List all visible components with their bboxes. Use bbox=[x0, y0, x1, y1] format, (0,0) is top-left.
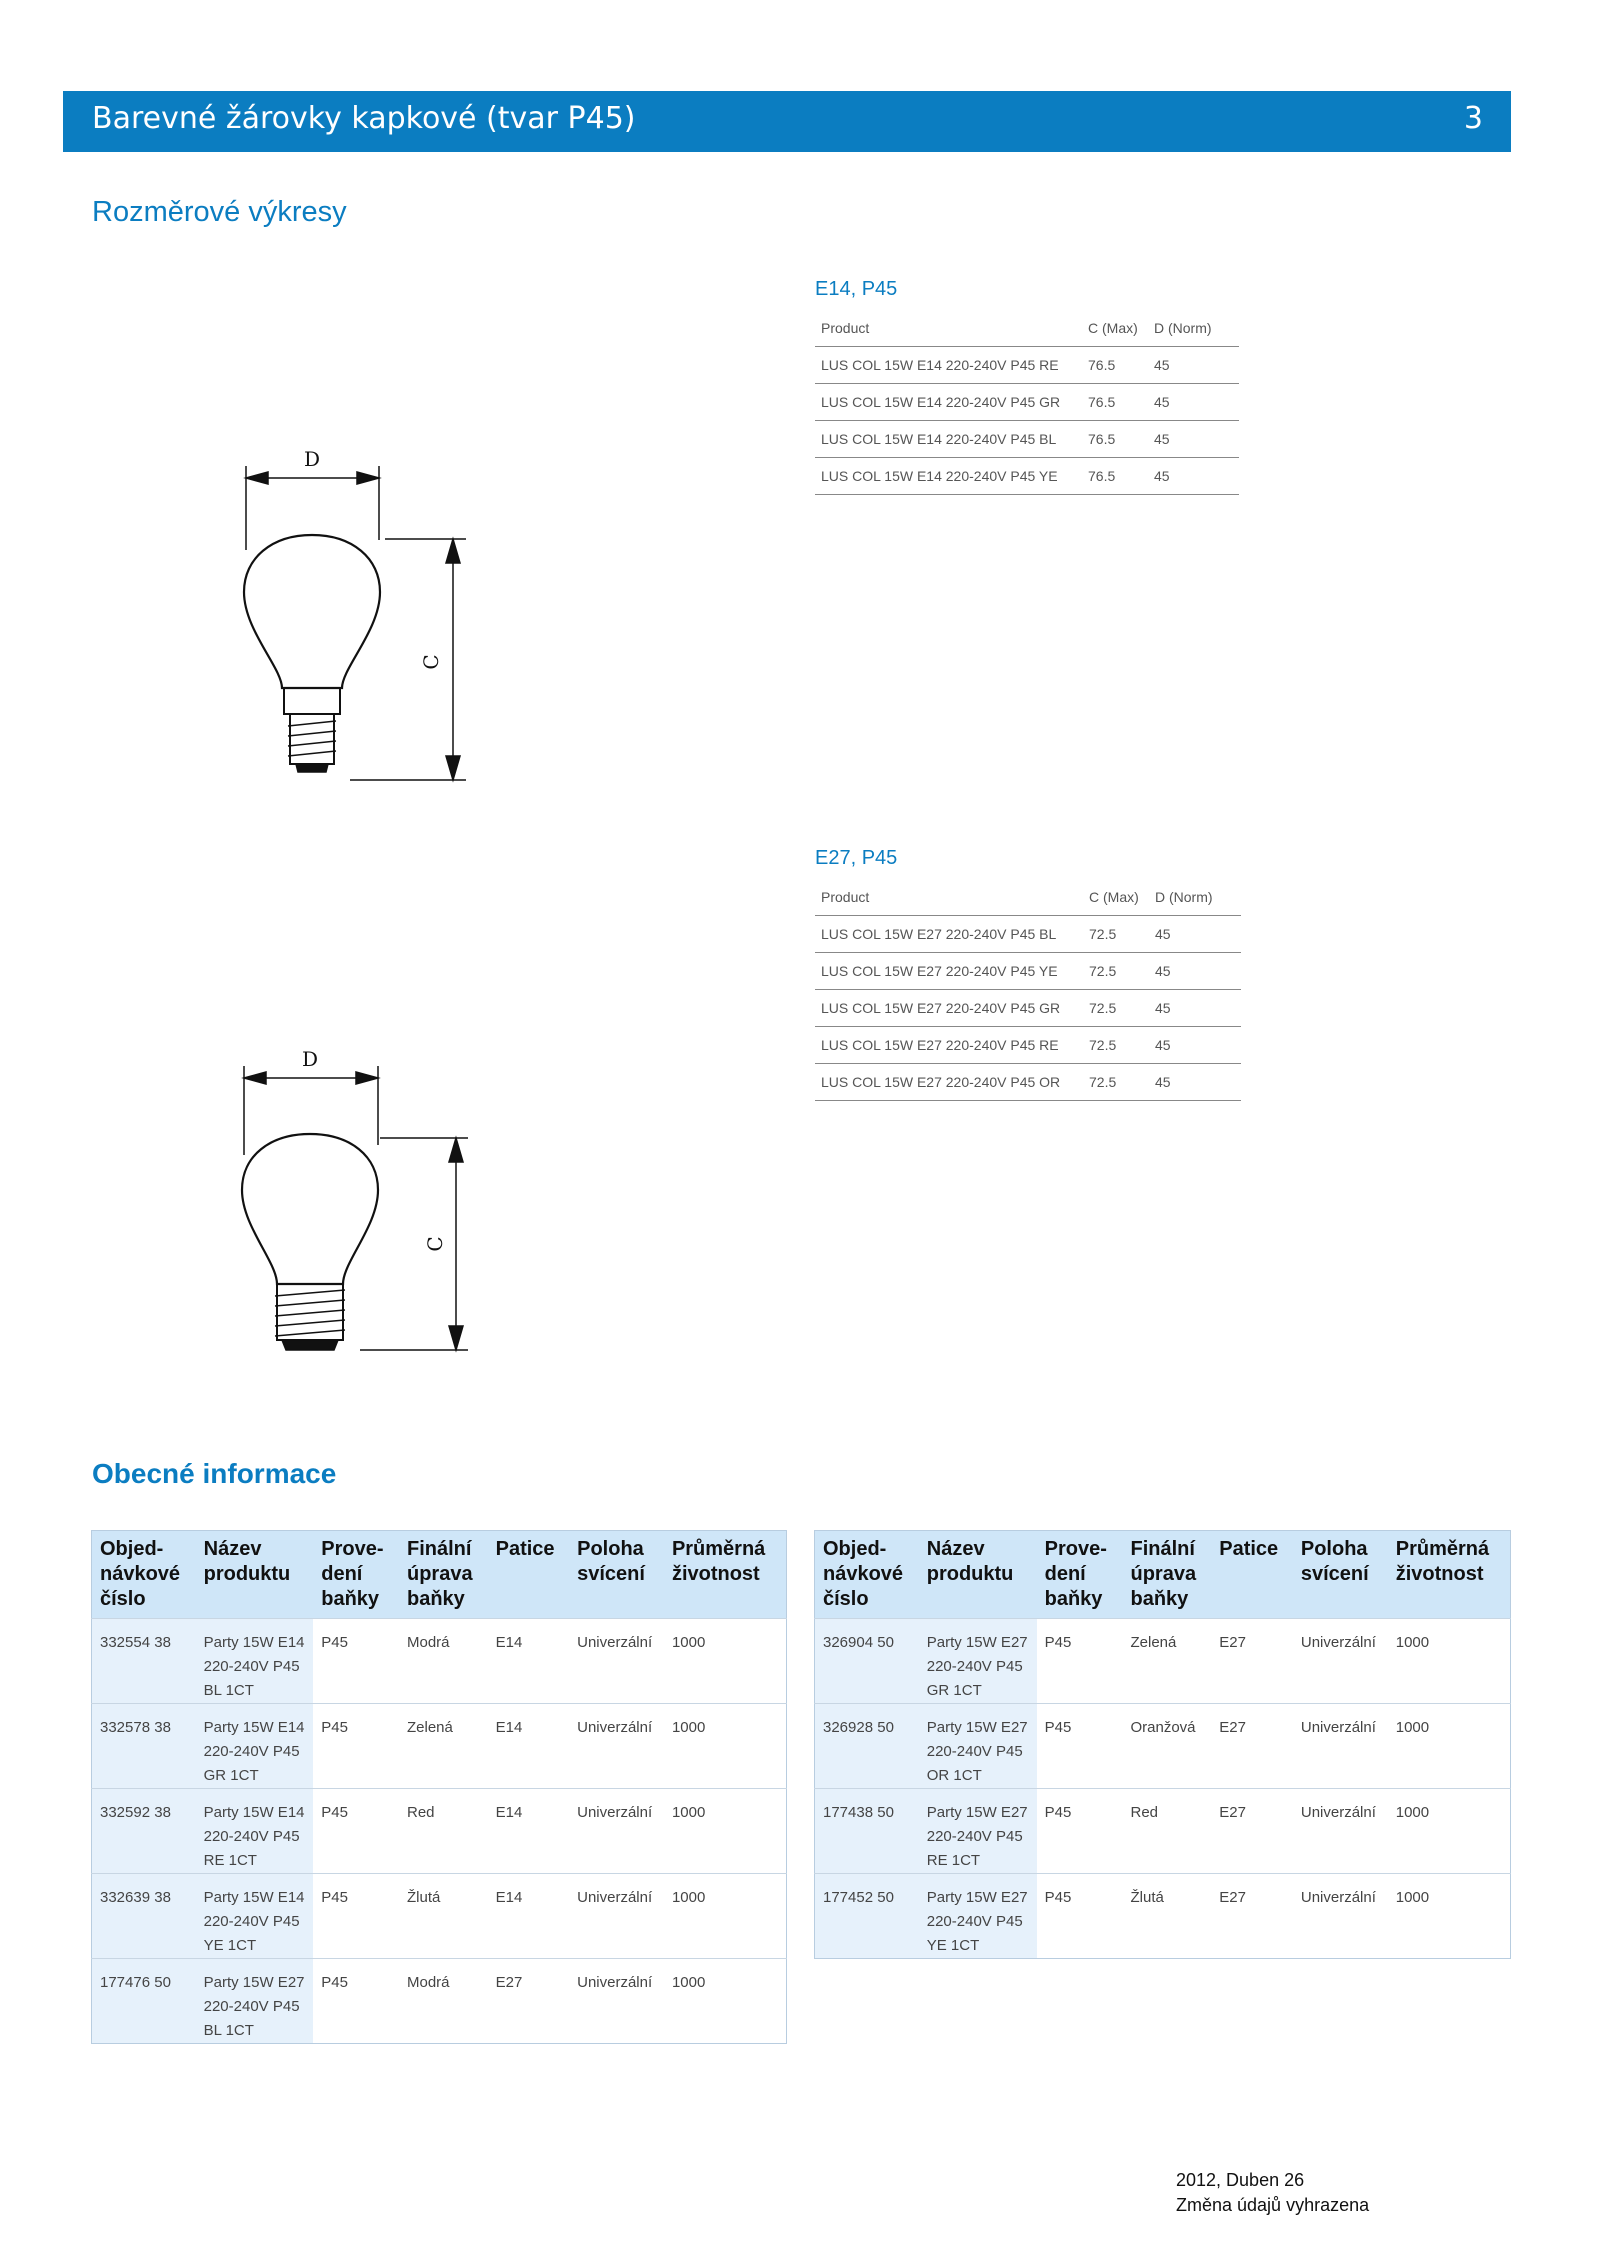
table-row bbox=[92, 1619, 787, 1704]
column-header-line: Objed- bbox=[100, 1538, 164, 1560]
column-header: Product bbox=[815, 879, 1083, 916]
info-section-title: Obecné informace bbox=[92, 1458, 337, 1489]
column-header-line: Průměrná bbox=[1395, 1538, 1490, 1560]
product-name-cell bbox=[919, 1704, 1037, 1789]
footer-date: 2012, Duben 26 bbox=[1176, 2170, 1305, 2190]
c-max-cell: 76.5 bbox=[1082, 347, 1148, 384]
product-name-line: RE 1CT bbox=[203, 1852, 257, 1869]
c-max-cell: 72.5 bbox=[1083, 916, 1149, 953]
bulb-type-cell: P45 bbox=[313, 1874, 399, 1959]
product-name-cell bbox=[196, 1704, 314, 1789]
order-number-cell: 332578 38 bbox=[92, 1704, 196, 1789]
base-cell: E14 bbox=[488, 1789, 570, 1874]
product-name-line: GR 1CT bbox=[926, 1682, 982, 1699]
product-name-line: 220-240V P45 bbox=[926, 1913, 1023, 1930]
column-header-line: baňky bbox=[1044, 1588, 1103, 1610]
lifetime-cell: 1000 bbox=[1388, 1619, 1511, 1704]
column-header-line: životnost bbox=[1395, 1563, 1484, 1585]
burning-position-cell: Univerzální bbox=[569, 1789, 664, 1874]
d-norm-cell: 45 bbox=[1148, 421, 1239, 458]
product-cell: LUS COL 15W E27 220-240V P45 YE bbox=[815, 953, 1083, 990]
base-cell: E27 bbox=[1211, 1704, 1293, 1789]
column-header-line: Patice bbox=[495, 1538, 555, 1560]
table-row bbox=[815, 1789, 1511, 1874]
lifetime-cell: 1000 bbox=[664, 1619, 787, 1704]
table-row bbox=[815, 384, 1239, 421]
column-header bbox=[488, 1531, 570, 1619]
order-number-cell: 177476 50 bbox=[92, 1959, 196, 2044]
finish-cell: Zelená bbox=[399, 1704, 488, 1789]
c-max-cell: 76.5 bbox=[1082, 458, 1148, 495]
product-name-cell bbox=[196, 1789, 314, 1874]
column-header bbox=[815, 1531, 919, 1619]
dim-table-title-e14: E14, P45 bbox=[815, 278, 898, 300]
table-row bbox=[815, 1064, 1241, 1101]
table-row bbox=[815, 953, 1241, 990]
column-header: C (Max) bbox=[1082, 310, 1148, 347]
product-cell: LUS COL 15W E14 220-240V P45 YE bbox=[815, 458, 1082, 495]
base-cell: E14 bbox=[488, 1704, 570, 1789]
lifetime-cell: 1000 bbox=[1388, 1874, 1511, 1959]
footer bbox=[1176, 2168, 1369, 2218]
product-name-cell bbox=[196, 1874, 314, 1959]
table-row bbox=[815, 990, 1241, 1027]
product-name-line: Party 15W E14 bbox=[203, 1634, 305, 1651]
product-name-line: 220-240V P45 bbox=[203, 1658, 300, 1675]
header-bar bbox=[63, 91, 1511, 152]
column-header-line: úprava bbox=[406, 1563, 473, 1585]
order-number-cell: 326904 50 bbox=[815, 1619, 919, 1704]
product-name-cell bbox=[919, 1789, 1037, 1874]
order-number-cell: 332592 38 bbox=[92, 1789, 196, 1874]
product-name-line: 220-240V P45 bbox=[203, 1828, 300, 1845]
product-name-line: 220-240V P45 bbox=[203, 1998, 300, 2015]
finish-cell: Red bbox=[399, 1789, 488, 1874]
product-cell: LUS COL 15W E14 220-240V P45 RE bbox=[815, 347, 1082, 384]
finish-cell: Modrá bbox=[399, 1619, 488, 1704]
product-cell: LUS COL 15W E14 220-240V P45 BL bbox=[815, 421, 1082, 458]
table-row bbox=[92, 1789, 787, 1874]
column-header-line: baňky bbox=[321, 1588, 380, 1610]
table-row bbox=[815, 458, 1239, 495]
table-row bbox=[815, 1874, 1511, 1959]
lifetime-cell: 1000 bbox=[664, 1874, 787, 1959]
column-header-line: produktu bbox=[926, 1563, 1014, 1585]
burning-position-cell: Univerzální bbox=[1293, 1619, 1388, 1704]
c-max-cell: 72.5 bbox=[1083, 1064, 1149, 1101]
table-row bbox=[815, 1704, 1511, 1789]
d-norm-cell: 45 bbox=[1148, 384, 1239, 421]
bulb-drawing-e27 bbox=[230, 1030, 490, 1390]
d-norm-cell: 45 bbox=[1148, 458, 1239, 495]
product-name-line: 220-240V P45 bbox=[926, 1658, 1023, 1675]
bulb-type-cell: P45 bbox=[313, 1959, 399, 2044]
burning-position-cell: Univerzální bbox=[569, 1619, 664, 1704]
drawing-label-d: D bbox=[301, 1047, 319, 1071]
product-cell: LUS COL 15W E27 220-240V P45 BL bbox=[815, 916, 1083, 953]
finish-cell: Red bbox=[1122, 1789, 1211, 1874]
c-max-cell: 76.5 bbox=[1082, 384, 1148, 421]
column-header bbox=[313, 1531, 399, 1619]
product-cell: LUS COL 15W E27 220-240V P45 RE bbox=[815, 1027, 1083, 1064]
product-name-cell bbox=[919, 1619, 1037, 1704]
product-name-cell bbox=[196, 1959, 314, 2044]
column-header-line: Prove- bbox=[1044, 1538, 1107, 1560]
d-norm-cell: 45 bbox=[1149, 916, 1241, 953]
column-header bbox=[569, 1531, 664, 1619]
column-header-line: životnost bbox=[671, 1563, 760, 1585]
column-header-line: Finální bbox=[1130, 1538, 1195, 1560]
d-norm-cell: 45 bbox=[1149, 1027, 1241, 1064]
table-header-row bbox=[92, 1531, 787, 1619]
base-cell: E27 bbox=[1211, 1789, 1293, 1874]
page-title: Barevné žárovky kapkové (tvar P45) bbox=[92, 101, 636, 136]
product-name-line: Party 15W E27 bbox=[203, 1974, 305, 1991]
drawing-label-c: C bbox=[423, 1236, 447, 1252]
bulb-drawing-e14 bbox=[230, 430, 490, 790]
column-header-line: návkové bbox=[100, 1563, 181, 1585]
column-header bbox=[1293, 1531, 1388, 1619]
base-cell: E27 bbox=[1211, 1874, 1293, 1959]
product-name-line: 220-240V P45 bbox=[926, 1828, 1023, 1845]
product-name-line: Party 15W E27 bbox=[926, 1804, 1028, 1821]
burning-position-cell: Univerzální bbox=[569, 1959, 664, 2044]
column-header-line: Název bbox=[926, 1538, 985, 1560]
table-row bbox=[815, 421, 1239, 458]
bulb-type-cell: P45 bbox=[313, 1704, 399, 1789]
lifetime-cell: 1000 bbox=[664, 1959, 787, 2044]
dim-table-title-e27: E27, P45 bbox=[815, 847, 898, 869]
table-row bbox=[815, 1619, 1511, 1704]
product-name-line: 220-240V P45 bbox=[203, 1743, 300, 1760]
order-number-cell: 177438 50 bbox=[815, 1789, 919, 1874]
order-number-cell: 177452 50 bbox=[815, 1874, 919, 1959]
product-name-line: Party 15W E14 bbox=[203, 1719, 305, 1736]
product-name-line: Party 15W E27 bbox=[926, 1634, 1028, 1651]
burning-position-cell: Univerzální bbox=[1293, 1704, 1388, 1789]
table-header-row bbox=[815, 879, 1241, 916]
column-header: C (Max) bbox=[1083, 879, 1149, 916]
burning-position-cell: Univerzální bbox=[1293, 1874, 1388, 1959]
column-header: D (Norm) bbox=[1148, 310, 1239, 347]
column-header: D (Norm) bbox=[1149, 879, 1241, 916]
base-cell: E14 bbox=[488, 1874, 570, 1959]
column-header-line: Průměrná bbox=[671, 1538, 766, 1560]
product-name-line: Party 15W E27 bbox=[926, 1719, 1028, 1736]
base-cell: E27 bbox=[1211, 1619, 1293, 1704]
column-header bbox=[664, 1531, 787, 1619]
column-header bbox=[1211, 1531, 1293, 1619]
table-row bbox=[815, 1027, 1241, 1064]
burning-position-cell: Univerzální bbox=[569, 1874, 664, 1959]
table-row bbox=[815, 916, 1241, 953]
c-max-cell: 72.5 bbox=[1083, 990, 1149, 1027]
table-row bbox=[92, 1959, 787, 2044]
column-header-line: Poloha bbox=[1300, 1538, 1368, 1560]
d-norm-cell: 45 bbox=[1149, 990, 1241, 1027]
column-header-line: číslo bbox=[100, 1588, 146, 1610]
bulb-type-cell: P45 bbox=[1037, 1619, 1123, 1704]
column-header-line: Poloha bbox=[577, 1538, 644, 1560]
table-header-row bbox=[815, 1531, 1511, 1619]
d-norm-cell: 45 bbox=[1149, 953, 1241, 990]
section-title-drawings: Rozměrové výkresy bbox=[92, 196, 347, 228]
table-row bbox=[92, 1874, 787, 1959]
column-header bbox=[92, 1531, 196, 1619]
product-name-line: 220-240V P45 bbox=[203, 1913, 300, 1930]
burning-position-cell: Univerzální bbox=[569, 1704, 664, 1789]
column-header-line: Název bbox=[203, 1538, 262, 1560]
c-max-cell: 72.5 bbox=[1083, 953, 1149, 990]
table-row bbox=[815, 347, 1239, 384]
column-header-line: produktu bbox=[203, 1563, 291, 1585]
d-norm-cell: 45 bbox=[1149, 1064, 1241, 1101]
product-cell: LUS COL 15W E14 220-240V P45 GR bbox=[815, 384, 1082, 421]
bulb-type-cell: P45 bbox=[313, 1789, 399, 1874]
c-max-cell: 76.5 bbox=[1082, 421, 1148, 458]
bulb-type-cell: P45 bbox=[1037, 1874, 1123, 1959]
base-cell: E27 bbox=[488, 1959, 570, 2044]
product-name-line: 220-240V P45 bbox=[926, 1743, 1023, 1760]
finish-cell: Zelená bbox=[1122, 1619, 1211, 1704]
column-header: Product bbox=[815, 310, 1082, 347]
info-table-left bbox=[91, 1530, 787, 2044]
lifetime-cell: 1000 bbox=[1388, 1704, 1511, 1789]
finish-cell: Žlutá bbox=[399, 1874, 488, 1959]
finish-cell: Oranžová bbox=[1122, 1704, 1211, 1789]
column-header-line: Prove- bbox=[321, 1538, 384, 1560]
column-header bbox=[1122, 1531, 1211, 1619]
product-name-line: YE 1CT bbox=[203, 1937, 257, 1954]
product-name-line: Party 15W E14 bbox=[203, 1804, 305, 1821]
product-cell: LUS COL 15W E27 220-240V P45 GR bbox=[815, 990, 1083, 1027]
column-header-line: Finální bbox=[406, 1538, 472, 1560]
column-header bbox=[399, 1531, 488, 1619]
page-number: 3 bbox=[1463, 101, 1483, 136]
column-header bbox=[196, 1531, 314, 1619]
product-cell: LUS COL 15W E27 220-240V P45 OR bbox=[815, 1064, 1083, 1101]
column-header bbox=[1388, 1531, 1511, 1619]
product-name-line: BL 1CT bbox=[203, 1682, 254, 1699]
column-header bbox=[1037, 1531, 1123, 1619]
column-header-line: svícení bbox=[577, 1563, 645, 1585]
column-header-line: baňky bbox=[1130, 1588, 1189, 1610]
lifetime-cell: 1000 bbox=[1388, 1789, 1511, 1874]
product-name-cell bbox=[919, 1874, 1037, 1959]
table-row bbox=[92, 1704, 787, 1789]
base-cell: E14 bbox=[488, 1619, 570, 1704]
d-norm-cell: 45 bbox=[1148, 347, 1239, 384]
finish-cell: Modrá bbox=[399, 1959, 488, 2044]
bulb-type-cell: P45 bbox=[1037, 1704, 1123, 1789]
column-header-line: Objed- bbox=[823, 1538, 887, 1560]
footer-disclaimer: Změna údajů vyhrazena bbox=[1176, 2195, 1370, 2215]
column-header-line: baňky bbox=[406, 1588, 465, 1610]
lifetime-cell: 1000 bbox=[664, 1789, 787, 1874]
bulb-type-cell: P45 bbox=[1037, 1789, 1123, 1874]
column-header-line: dení bbox=[321, 1563, 363, 1585]
dim-table-e27 bbox=[815, 879, 1241, 1101]
column-header-line: dení bbox=[1044, 1563, 1086, 1585]
product-name-cell bbox=[196, 1619, 314, 1704]
column-header-line: Patice bbox=[1219, 1538, 1279, 1560]
order-number-cell: 326928 50 bbox=[815, 1704, 919, 1789]
product-name-line: RE 1CT bbox=[926, 1852, 981, 1869]
product-name-line: OR 1CT bbox=[926, 1767, 982, 1784]
product-name-line: BL 1CT bbox=[203, 2022, 254, 2039]
bulb-type-cell: P45 bbox=[313, 1619, 399, 1704]
drawing-label-d: D bbox=[303, 447, 321, 471]
info-table-right bbox=[814, 1530, 1511, 1959]
dim-table-e14 bbox=[815, 310, 1239, 495]
burning-position-cell: Univerzální bbox=[1293, 1789, 1388, 1874]
column-header-line: úprava bbox=[1130, 1563, 1197, 1585]
column-header-line: číslo bbox=[823, 1588, 869, 1610]
table-header-row bbox=[815, 310, 1239, 347]
column-header-line: návkové bbox=[823, 1563, 904, 1585]
finish-cell: Žlutá bbox=[1122, 1874, 1211, 1959]
product-name-line: YE 1CT bbox=[926, 1937, 980, 1954]
column-header bbox=[919, 1531, 1037, 1619]
drawing-label-c: C bbox=[419, 654, 443, 670]
c-max-cell: 72.5 bbox=[1083, 1027, 1149, 1064]
order-number-cell: 332554 38 bbox=[92, 1619, 196, 1704]
product-name-line: Party 15W E27 bbox=[926, 1889, 1028, 1906]
column-header-line: svícení bbox=[1300, 1563, 1369, 1585]
product-name-line: Party 15W E14 bbox=[203, 1889, 305, 1906]
lifetime-cell: 1000 bbox=[664, 1704, 787, 1789]
order-number-cell: 332639 38 bbox=[92, 1874, 196, 1959]
product-name-line: GR 1CT bbox=[203, 1767, 259, 1784]
